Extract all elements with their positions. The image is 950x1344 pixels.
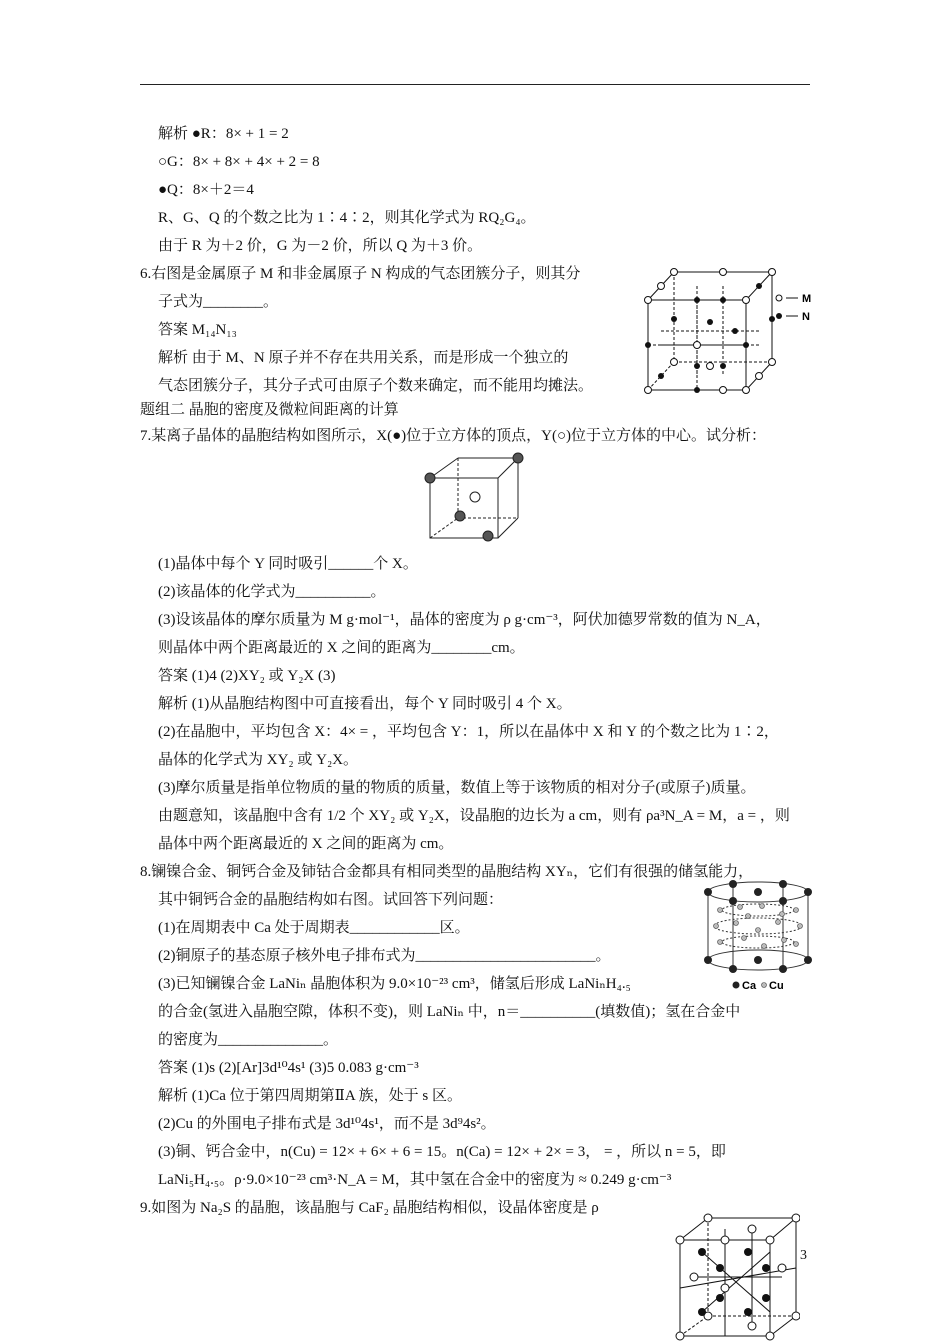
question-9: 9.如图为 Na₂S 的晶胞，该晶胞与 CaF₂ 晶胞结构相似，设晶体密度是 ρ: [140, 1200, 599, 1216]
text-line: LaNi₅H₄.₅。ρ·9.0×10⁻²³ cm³·N_A = M，其中氢在合金中的密度为 ≈ 0.249 g·cm⁻³: [158, 1172, 672, 1188]
text-line: (2)Cu 的外围电子排布式是 3d¹⁰4s¹，而不是 3d⁹4s²。: [158, 1116, 496, 1132]
legend-ca: Ca: [742, 980, 757, 992]
section-heading: 题组二 晶胞的密度及微粒间距离的计算: [140, 402, 399, 418]
text-line: R、G、Q 的个数之比为 1∶4∶2，则其化学式为 RQ₂G₄。: [158, 210, 536, 226]
text-line: (2)铜原子的基态原子核外电子排布式为________________________。: [158, 948, 611, 964]
question-8: 8.镧镍合金、铜钙合金及铈钴合金都具有相同类型的晶胞结构 XYₙ，它们有很强的储氢能力，: [140, 864, 754, 880]
legend-m: M: [802, 293, 812, 305]
legend-cu: Cu: [769, 980, 784, 992]
text-line: 晶体的化学式为 XY₂ 或 Y₂X。: [158, 752, 359, 768]
cuca-cell-figure: [700, 876, 818, 996]
text-line: (1)晶体中每个 Y 同时吸引______个 X。: [158, 556, 418, 572]
text-line: ●Q：8×＋2＝4: [158, 182, 254, 198]
xy-cube-figure: [420, 448, 530, 544]
text-line: 解析 (1)从晶胞结构图中可直接看出，每个 Y 同时吸引 4 个 X。: [158, 696, 572, 712]
text-line: 则晶体中两个距离最近的 X 之间的距离为________cm。: [158, 640, 525, 656]
answer-line: 答案 (1)s (2)[Ar]3d¹⁰4s¹ (3)5 0.083 g·cm⁻³: [158, 1060, 419, 1076]
text-line: 的密度为______________。: [158, 1032, 339, 1048]
text-line: (2)该晶体的化学式为__________。: [158, 584, 386, 600]
text-line: 解析 由于 M、N 原子并不存在共用关系，而是形成一个独立的: [158, 350, 569, 366]
text-line: 气态团簇分子，其分子式可由原子个数来确定，而不能用均摊法。: [158, 378, 594, 394]
header-rule: [140, 84, 810, 85]
text-line: (2)在晶胞中，平均包含 X：4× = ，平均包含 Y：1，所以在晶体中 X 和 Y 的个数之比为 1∶2，: [158, 724, 779, 740]
question-7: 7.某离子晶体的晶胞结构如图所示，X(●)位于立方体的顶点，Y(○)位于立方体的中心。试分析：: [140, 428, 767, 444]
text-line: (1)在周期表中 Ca 处于周期表____________区。: [158, 920, 470, 936]
text-line: ○G：8× + 8× + 4× + 2 = 8: [158, 154, 320, 170]
text-line: (3)铜、钙合金中，n(Cu) = 12× + 6× + 6 = 15。n(Ca) = 12× + 2× = 3， = ，所以 n = 5，即: [158, 1144, 726, 1160]
text-line: 解析 ●R：8× + 1 = 2: [158, 126, 289, 142]
legend-n: N: [802, 311, 810, 323]
text-line: 由于 R 为＋2 价，G 为－2 价，所以 Q 为＋3 价。: [158, 238, 483, 254]
text-line: 子式为________。: [158, 294, 279, 310]
na2s-cell-figure: [670, 1212, 800, 1344]
cluster-cube-figure: [640, 262, 820, 398]
text-line: 的合金(氢进入晶胞空隙，体积不变)，则 LaNiₙ 中，n＝__________(填数值)；氢在合金中: [158, 1004, 741, 1020]
text-line: (3)设该晶体的摩尔质量为 M g·mol⁻¹，晶体的密度为 ρ g·cm⁻³，阿伏加德罗常数的值为 N_A，: [158, 612, 771, 628]
text-line: 其中铜钙合金的晶胞结构如右图。试回答下列问题：: [158, 892, 504, 908]
page-number: 3: [800, 1248, 807, 1263]
question-6: 6.右图是金属原子 M 和非金属原子 N 构成的气态团簇分子，则其分: [140, 266, 581, 282]
answer-line: 答案 (1)4 (2)XY₂ 或 Y₂X (3): [158, 668, 336, 684]
text-line: 晶体中两个距离最近的 X 之间的距离为 cm。: [158, 836, 454, 852]
text-line: (3)摩尔质量是指单位物质的量的物质的质量，数值上等于该物质的相对分子(或原子)质量。: [158, 780, 756, 796]
text-line: 解析 (1)Ca 位于第四周期第ⅡA 族，处于 s 区。: [158, 1088, 462, 1104]
answer-line: 答案 M₁₄N₁₃: [158, 322, 237, 338]
text-line: (3)已知镧镍合金 LaNiₙ 晶胞体积为 9.0×10⁻²³ cm³，储氢后形成 LaNiₙH₄.₅: [158, 976, 631, 992]
text-line: 由题意知，该晶胞中含有 1/2 个 XY₂ 或 Y₂X，设晶胞的边长为 a cm，则有 ρa³N_A = M，a = ，则: [158, 808, 790, 824]
